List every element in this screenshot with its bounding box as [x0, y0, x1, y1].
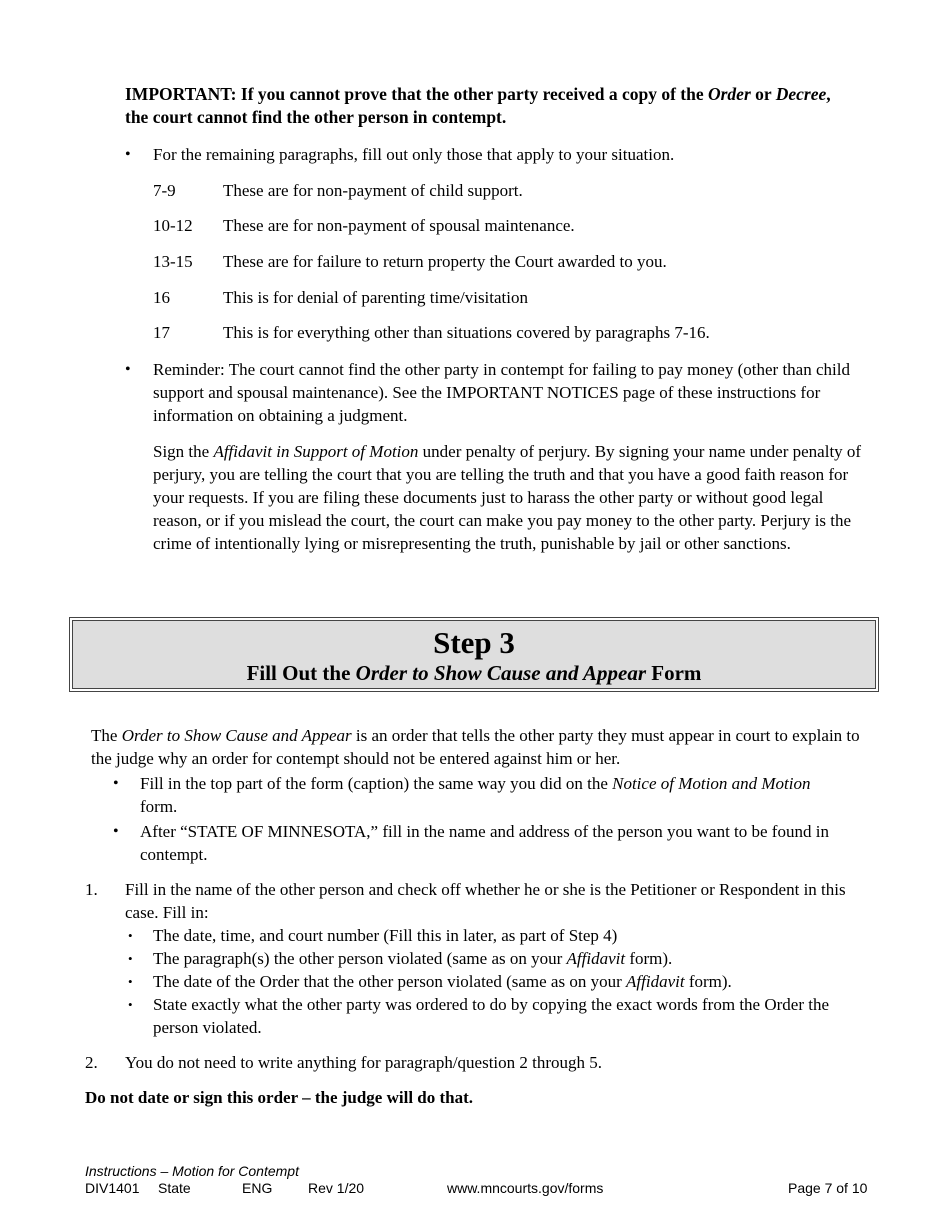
bullet-dot: •	[113, 823, 119, 840]
item-1-subitem: The date of the Order that the other person violated (same as on your Affidavit form).	[153, 972, 732, 991]
item-number: 1.	[85, 880, 98, 899]
reminder-bullet: Reminder: The court cannot find the other party in contempt for failing to pay money (other than child support and spousal maintenance). See the IMPORTANT NOTICES page of these instructions for information on obtaining a judgment.	[153, 360, 850, 425]
state-of-minnesota-bullet: After “STATE OF MINNESOTA,” fill in the name and address of the person you want to be found in contempt.	[140, 822, 829, 864]
paragraph-description: These are for non-payment of child support.	[223, 181, 523, 200]
footer-title: Instructions – Motion for Contempt	[85, 1163, 299, 1179]
bullet-dot: •	[125, 361, 131, 378]
item-number: 2.	[85, 1053, 98, 1072]
paragraph-range: 13-15	[153, 252, 193, 271]
bullet-dot: •	[113, 775, 119, 792]
step-subtitle: Fill Out the Order to Show Cause and Appear Form	[246, 661, 702, 685]
paragraph-description: These are for non-payment of spousal maintenance.	[223, 216, 575, 235]
bullet-dot: •	[128, 951, 133, 966]
item-1-subitem: The paragraph(s) the other person violated (same as on your Affidavit form).	[153, 949, 673, 968]
footer-jurisdiction: State	[158, 1180, 191, 1196]
paragraph-range: 10-12	[153, 216, 193, 235]
order-intro-paragraph: The Order to Show Cause and Appear is an order that tells the other party they must appear in court to explain to the judge why an order for contempt should not be entered against him or her.	[91, 726, 860, 768]
final-note: Do not date or sign this order – the judge will do that.	[85, 1088, 474, 1107]
footer-language: ENG	[242, 1180, 273, 1196]
step-title: Step 3	[433, 625, 515, 660]
paragraph-range: 16	[153, 288, 170, 307]
item-1-subitem: The date, time, and court number (Fill this in later, as part of Step 4)	[153, 926, 618, 945]
paragraph-range: 17	[153, 323, 170, 342]
bullet-dot: •	[128, 997, 133, 1012]
paragraph-description: This is for denial of parenting time/visitation	[223, 288, 528, 307]
paragraph-description: This is for everything other than situations covered by paragraphs 7-16.	[223, 323, 710, 342]
item-2-text: You do not need to write anything for paragraph/question 2 through 5.	[125, 1053, 603, 1072]
paragraph-range: 7-9	[153, 181, 176, 200]
bullet-dot: •	[128, 928, 133, 943]
footer-url: www.mncourts.gov/forms	[447, 1180, 604, 1196]
step-3-header	[72, 620, 876, 689]
footer-revision: Rev 1/20	[308, 1180, 365, 1196]
footer-page-number: Page 7 of 10	[788, 1180, 868, 1196]
important-notice: IMPORTANT: If you cannot prove that the other party received a copy of the Order or Decree, the court cannot find the other person in contempt.	[125, 84, 831, 127]
bullet-dot: •	[128, 974, 133, 989]
paragraph-description: These are for failure to return property the Court awarded to you.	[223, 252, 667, 271]
footer-form-id: DIV1401	[85, 1180, 140, 1196]
caption-bullet: Fill in the top part of the form (caption) the same way you did on the Notice of Motion and Motion form.	[140, 774, 811, 816]
item-1-subitem: State exactly what the other party was ordered to do by copying the exact words from the Order the person violated.	[153, 995, 829, 1037]
sign-affidavit-paragraph: Sign the Affidavit in Support of Motion under penalty of perjury. By signing your name under penalty of perjury, you are telling the court that you are telling the truth and that you have a good faith reason for your requests. If you are filing these documents just to harass the other party or without good legal reason, or if you mislead the court, the court can make you pay money to the other party. Perjury is the crime of intentionally lying or misrepresenting the truth, punishable by jail or other sanctions.	[153, 442, 862, 553]
remaining-paragraphs-bullet: For the remaining paragraphs, fill out only those that apply to your situation.	[153, 145, 675, 164]
item-1-text: Fill in the name of the other person and check off whether he or she is the Petitioner or Respondent in this case. Fill in:	[125, 880, 846, 922]
bullet-dot: •	[125, 146, 131, 163]
